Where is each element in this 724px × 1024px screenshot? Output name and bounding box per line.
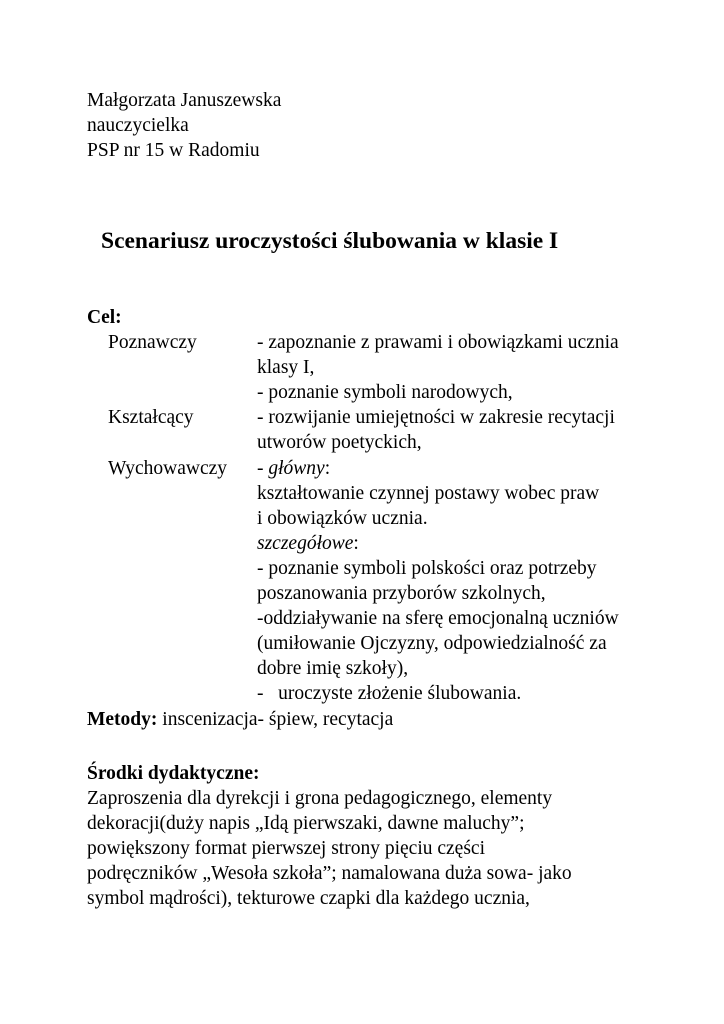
goal-line: utworów poetyckich, [257, 432, 422, 453]
goal-main-colon: : [324, 458, 331, 479]
materials-heading: Środki dydaktyczne: [87, 763, 260, 784]
methods-text: inscenizacja- śpiew, recytacja [157, 709, 394, 730]
page-title: Scenariusz uroczystości ślubowania w klasie I [101, 228, 559, 254]
goal-line: - poznanie symboli narodowych, [257, 382, 513, 403]
goal-line: poszanowania przyborów szkolnych, [257, 583, 546, 604]
goal-line: kształtowanie czynnej postawy wobec praw [257, 483, 600, 504]
goal-line: dobre imię szkoły), [257, 658, 409, 679]
goal-main-label: główny [268, 458, 325, 479]
goal-main-prefix: - [257, 458, 269, 479]
goal-line: - poznanie symboli polskości oraz potrzeby [257, 558, 597, 579]
goal-line: -oddziaływanie na sferę emocjonalną uczniów [257, 608, 619, 629]
goal-detail-colon: : [353, 533, 359, 554]
methods-heading: Metody: [87, 709, 158, 730]
goal-line: i obowiązków ucznia. [257, 508, 428, 529]
author-school: PSP nr 15 w Radomiu [87, 140, 260, 161]
methods-line [87, 708, 393, 732]
materials-line: powiększony format pierwszej strony pięciu części [87, 838, 485, 859]
goal-label-wychowawczy: Wychowawczy [108, 458, 228, 479]
materials-line: symbol mądrości), tekturowe czapki dla każdego ucznia, [87, 888, 530, 909]
author-name: Małgorzata Januszewska [87, 90, 282, 111]
goal-detail-label: szczegółowe [257, 533, 354, 554]
goal-label-ksztalcacy: Kształcący [108, 407, 194, 428]
materials-line: Zaproszenia dla dyrekcji i grona pedagogicznego, elementy [87, 788, 553, 809]
goals-heading: Cel: [87, 307, 122, 328]
goal-line: klasy I, [257, 357, 315, 378]
materials-line: dekoracji(duży napis „Idą pierwszaki, dawne maluchy”; [87, 813, 525, 834]
goal-line: - rozwijanie umiejętności w zakresie recytacji [257, 407, 615, 428]
goal-detail-label-line [257, 532, 359, 556]
goal-label-poznawczy: Poznawczy [108, 332, 197, 353]
materials-line: podręczników „Wesoła szkoła”; namalowana duża sowa- jako [87, 863, 572, 884]
goal-line: - uroczyste złożenie ślubowania. [257, 683, 522, 704]
goal-main-label-line [257, 457, 330, 481]
author-role: nauczycielka [87, 115, 189, 136]
goal-line: (umiłowanie Ojczyzny, odpowiedzialność za [257, 633, 607, 654]
goal-line: - zapoznanie z prawami i obowiązkami ucznia [257, 332, 619, 353]
